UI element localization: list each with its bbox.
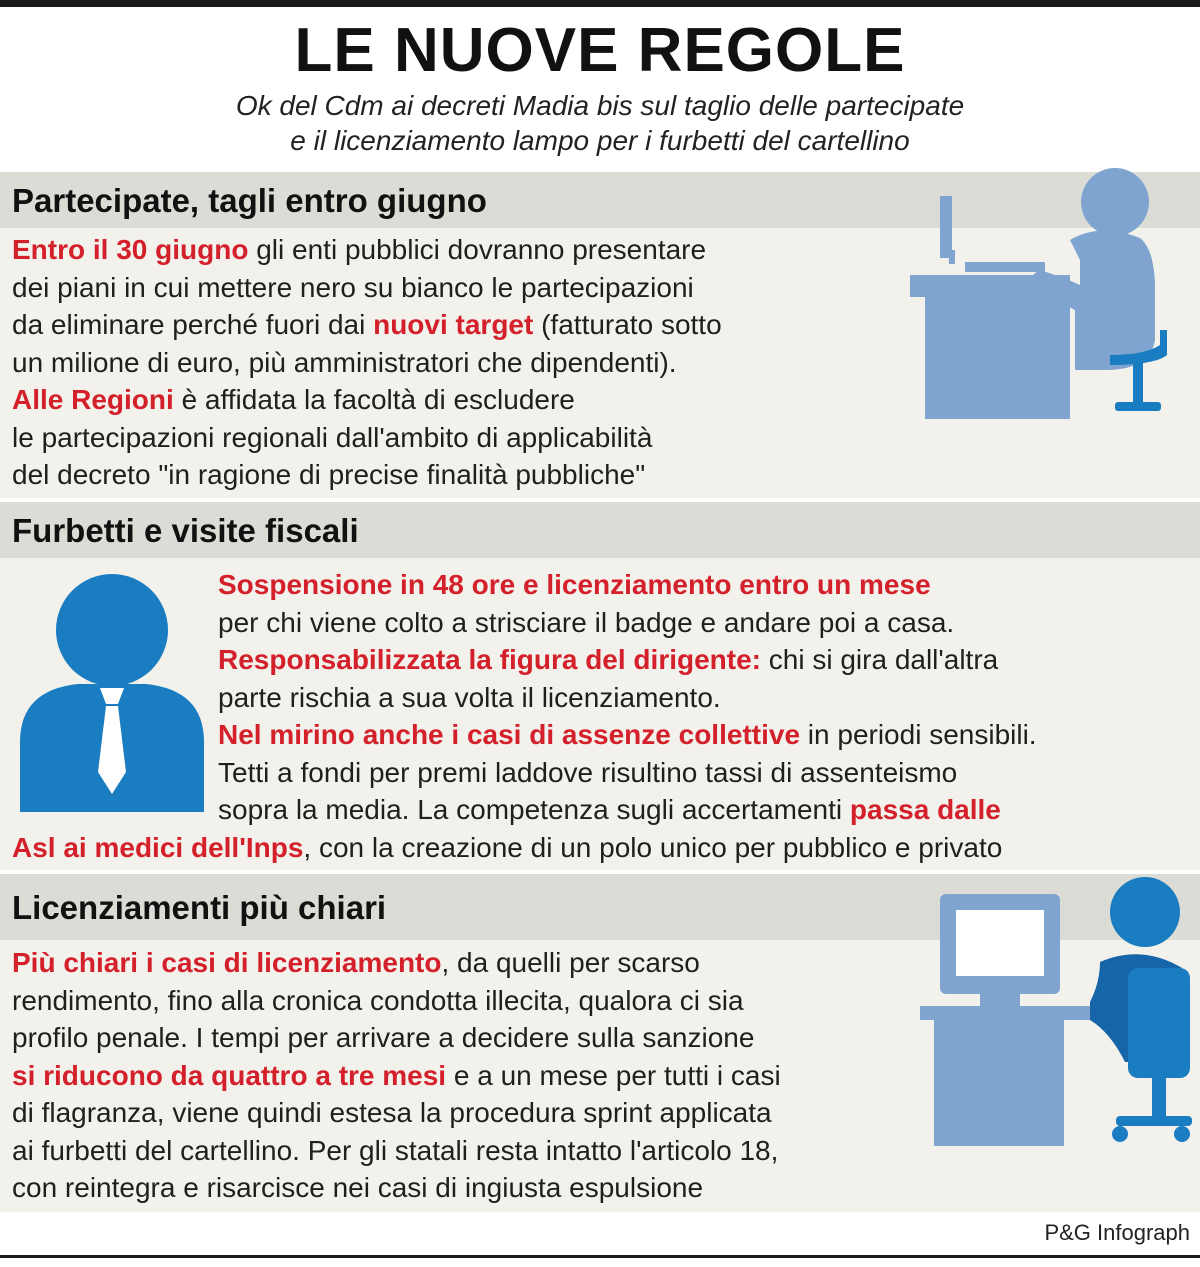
text-line [12, 306, 722, 344]
body-run: (fatturato sotto [533, 309, 722, 340]
body-run: in periodi sensibili. [800, 719, 1037, 750]
body-run: da eliminare perché fuori dai [12, 309, 374, 340]
text-line [12, 456, 722, 494]
highlight-text: Nel mirino anche i casi di assenze collettive [218, 719, 801, 750]
highlight-text: Entro il 30 giugno [12, 234, 249, 265]
desk-worker-icon [905, 160, 1175, 425]
text-line [218, 641, 1037, 679]
text-line [218, 604, 1037, 642]
body-run: rendimento, fino alla cronica condotta illecita, qualora ci sia [12, 984, 744, 1016]
body-run: , da quelli per scarso [441, 947, 700, 978]
text-line [12, 829, 1002, 867]
section-3-text [12, 944, 781, 1207]
highlight-text: Responsabilizzata la figura del dirigente: [218, 644, 761, 675]
text-line [12, 1094, 781, 1132]
body-run: di flagranza, viene quindi estesa la procedura sprint applicata [12, 1097, 772, 1128]
body-run: Tetti a fondi per premi laddove risultino tassi di assenteismo [218, 756, 958, 788]
body-run: chi si gira dall'altra [761, 644, 999, 675]
body-run: e a un mese per tutti i casi [446, 1059, 781, 1091]
section-3-title: Licenziamenti più chiari [12, 889, 387, 926]
text-line [12, 269, 722, 307]
text-line [218, 791, 1037, 829]
text-line [218, 566, 1037, 604]
section-2-text [218, 566, 1037, 829]
text-line [218, 754, 1037, 792]
text-line [12, 1132, 781, 1170]
highlight-text: Alle Regioni [12, 384, 174, 415]
highlight-text: Asl ai medici dell'Inps [12, 832, 304, 863]
body-run: sopra la media. La competenza sugli accertamenti [218, 794, 850, 825]
body-run: le partecipazioni regionali dall'ambito di applicabilità [12, 421, 653, 453]
body-run: un milione di euro, più amministratori che dipendenti). [12, 346, 677, 378]
body-run: parte rischia a sua volta il licenziamento. [218, 681, 721, 713]
computer-worker-icon [920, 872, 1192, 1152]
body-run: dei piani in cui mettere nero su bianco le partecipazioni [12, 271, 694, 303]
subtitle-line: e il licenziamento lampo per i furbetti del cartellino [290, 125, 910, 156]
section-1-title: Partecipate, tagli entro giugno [12, 182, 487, 219]
highlight-text: Più chiari i casi di licenziamento [12, 947, 442, 978]
text-line [12, 982, 781, 1020]
subtitle-line: Ok del Cdm ai decreti Madia bis sul taglio delle partecipate [235, 90, 965, 121]
text-line [12, 419, 722, 457]
text-line [218, 679, 1037, 717]
text-line [12, 1169, 781, 1207]
text-line [12, 381, 722, 419]
businessman-icon [18, 572, 208, 817]
highlight-text: passa dalle [849, 794, 1001, 825]
section-2-title: Furbetti e visite fiscali [12, 512, 359, 549]
page-subtitle [0, 88, 1200, 158]
text-line [218, 716, 1037, 754]
body-run: del decreto "in ragione di precise finalità pubbliche" [12, 459, 646, 490]
body-run: per chi viene colto a strisciare il badge e andare poi a casa. [218, 606, 955, 638]
body-run: , con la creazione di un polo unico per pubblico e privato [303, 832, 1003, 863]
body-run: ai furbetti del cartellino. Per gli statali resta intatto l'articolo 18, [12, 1134, 779, 1166]
section-1-text [12, 231, 722, 494]
highlight-text: si riducono da quattro a tre mesi [12, 1059, 447, 1091]
body-run: con reintegra e risarcisce nei casi di ingiusta espulsione [12, 1172, 704, 1203]
body-run: profilo penale. I tempi per arrivare a decidere sulla sanzione [12, 1022, 755, 1053]
highlight-text: nuovi target [373, 309, 534, 340]
text-line [12, 1057, 781, 1095]
body-run: gli enti pubblici dovranno presentare [248, 234, 707, 265]
top-rule [0, 0, 1200, 7]
text-line [12, 944, 781, 982]
section-2-last-line [12, 829, 1002, 867]
credit: P&G Infograph [1044, 1220, 1190, 1245]
page-title: LE NUOVE REGOLE [294, 16, 906, 85]
highlight-text: Sospensione in 48 ore e licenziamento entro un mese [218, 569, 931, 600]
body-run: è affidata la facoltà di escludere [173, 384, 575, 415]
bottom-rule [0, 1255, 1200, 1258]
text-line [12, 1019, 781, 1057]
text-line [12, 344, 722, 382]
text-line [12, 231, 722, 269]
